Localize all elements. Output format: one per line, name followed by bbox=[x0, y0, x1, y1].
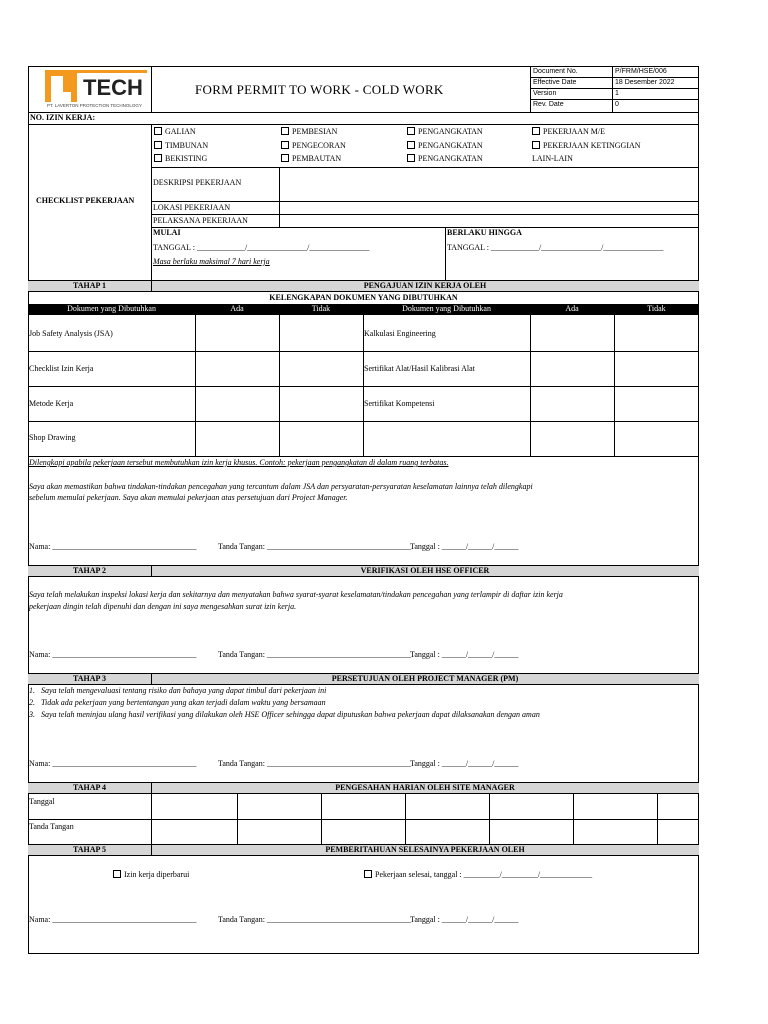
berlaku-hingga-date-field[interactable]: TANGGAL : ____________/_______________/_______________ bbox=[447, 243, 664, 252]
col-header-tidak: Tidak bbox=[311, 304, 331, 313]
masa-berlaku-note: Masa berlaku maksimal 7 hari kerja bbox=[153, 257, 270, 266]
checkbox-pembesian[interactable]: PEMBESIAN bbox=[281, 127, 337, 137]
tahap1-note: Dilengkapi apabila pekerjaan tersebut membutuhkan izin kerja khusus. Contoh: pekerjaan pengangkatan di dalam ruang terbatas. bbox=[29, 458, 449, 467]
tahap2-statement: pekerjaan dingin telah dipenuhi dan dengan ini saya mengesahkan surat izin kerja. bbox=[29, 602, 297, 611]
mulai-label: MULAI bbox=[153, 228, 181, 237]
tahap3-title: PERSETUJUAN OLEH PROJECT MANAGER (PM) bbox=[331, 674, 519, 683]
doc-info-value: P/FRM/HSE/006 bbox=[615, 68, 667, 75]
tahap3-tanggal-field[interactable]: Tanggal : ______/______/______ bbox=[410, 759, 519, 768]
checkbox-pekerjaan-selesai[interactable]: Pekerjaan selesai, tanggal : _________/_________/_____________ bbox=[364, 870, 592, 880]
field-label-lokasi: LOKASI PEKERJAAN bbox=[153, 203, 231, 212]
tahap2-statement: Saya telah melakukan inspeksi lokasi kerja dan sekitarnya dan menyatakan bahwa syarat-syarat keselamatan/tindakan pencegahan yang terlampir di daftar izin kerja bbox=[29, 590, 563, 599]
tahap2-tanggal-field[interactable]: Tanggal : ______/______/______ bbox=[410, 650, 519, 659]
checkbox-pekerjaan-ketinggian[interactable]: PEKERJAAN KETINGGIAN bbox=[532, 141, 641, 151]
tahap1-subtitle: KELENGKAPAN DOKUMEN YANG DIBUTUHKAN bbox=[269, 293, 458, 302]
doc-row-label: Checklist Izin Kerja bbox=[29, 364, 94, 373]
doc-info-value: 18 Desember 2022 bbox=[615, 79, 675, 86]
tahap3-label: TAHAP 3 bbox=[73, 674, 106, 683]
col-header-dokumen-2: Dokumen yang Dibutuhkan bbox=[402, 304, 491, 313]
col-header-ada: Ada bbox=[230, 304, 244, 313]
doc-row-label: Sertifikat Alat/Hasil Kalibrasi Alat bbox=[364, 364, 475, 373]
doc-info-label: Version bbox=[533, 90, 557, 97]
tahap2-label: TAHAP 2 bbox=[73, 566, 106, 575]
checkbox-galian[interactable]: GALIAN bbox=[154, 127, 196, 137]
tahap2-title: VERIFIKASI OLEH HSE OFFICER bbox=[360, 566, 490, 575]
tahap5-nama-field[interactable]: Nama: ____________________________________ bbox=[29, 915, 197, 924]
checkbox-pembautan[interactable]: PEMBAUTAN bbox=[281, 154, 341, 164]
permit-number-field[interactable] bbox=[150, 113, 698, 123]
doc-row-label: Kalkulasi Engineering bbox=[364, 329, 436, 338]
doc-row-label: Job Safety Analysis (JSA) bbox=[29, 329, 113, 338]
checkbox-timbunan[interactable]: TIMBUNAN bbox=[154, 141, 208, 151]
tahap2-tanda-field[interactable]: Tanda Tangan: ____________________________________ bbox=[218, 650, 411, 659]
field-label-deskripsi: DESKRIPSI PEKERJAAN bbox=[153, 178, 242, 187]
doc-info-label: Rev. Date bbox=[533, 101, 564, 108]
checkbox-pengangkatan-3[interactable]: PENGANGKATAN bbox=[407, 154, 483, 164]
tahap4-label: TAHAP 4 bbox=[73, 783, 106, 792]
deskripsi-input[interactable] bbox=[281, 169, 697, 200]
doc-info-label: Document No. bbox=[533, 68, 578, 75]
tahap2-nama-field[interactable]: Nama: ____________________________________ bbox=[29, 650, 197, 659]
pelaksana-input[interactable] bbox=[281, 215, 697, 226]
col-header-dokumen: Dokumen yang Dibutuhkan bbox=[67, 304, 156, 313]
company-logo bbox=[43, 68, 149, 112]
checkbox-pekerjaan-me[interactable]: PEKERJAAN M/E bbox=[532, 127, 605, 137]
list-item: 1. Saya telah mengevaluasi tentang risiko dan bahaya yang dapat timbul dari pekerjaan ini bbox=[29, 686, 327, 695]
checkbox-izin-diperbarui[interactable]: Izin kerja diperbarui bbox=[113, 870, 189, 880]
doc-row-label: Shop Drawing bbox=[29, 433, 76, 442]
tahap1-statement: sebelum memulai pekerjaan. Saya akan memulai pekerjaan atas persetujuan dari Project Manager. bbox=[29, 493, 348, 502]
berlaku-hingga-label: BERLAKU HINGGA bbox=[447, 228, 522, 237]
option-lain-lain: LAIN-LAIN bbox=[532, 154, 573, 163]
doc-row-label: Metode Kerja bbox=[29, 399, 74, 408]
tahap4-row-label: Tanda Tangan bbox=[29, 822, 74, 831]
doc-row-label: Sertifikat Kompetensi bbox=[364, 399, 435, 408]
list-item: 2. Tidak ada pekerjaan yang bertentangan yang akan terjadi dalam waktu yang bersamaan bbox=[29, 698, 326, 707]
tahap5-tanda-field[interactable]: Tanda Tangan: ____________________________________ bbox=[218, 915, 411, 924]
lokasi-input[interactable] bbox=[281, 202, 697, 213]
doc-info-value: 1 bbox=[615, 90, 619, 97]
tahap1-statement: Saya akan memastikan bahwa tindakan-tindakan pencegahan yang tercantum dalam JSA dan persyaratan-persyaratan keselamatan lainnya telah dilengkapi bbox=[29, 482, 533, 491]
field-label-pelaksana: PELAKSANA PEKERJAAN bbox=[153, 216, 248, 225]
permit-number-label: NO. IZIN KERJA: bbox=[30, 113, 96, 122]
tahap5-label: TAHAP 5 bbox=[73, 845, 106, 854]
checkbox-pengecoran[interactable]: PENGECORAN bbox=[281, 141, 346, 151]
mulai-date-field[interactable]: TANGGAL : ____________/_______________/_______________ bbox=[153, 243, 370, 252]
logo-subtitle: PT. LAVERTON PROTECTION TECHNOLOGY bbox=[47, 103, 142, 108]
col-header-tidak-2: Tidak bbox=[647, 304, 666, 313]
checkbox-bekisting[interactable]: BEKISTING bbox=[154, 154, 207, 164]
form-title: FORM PERMIT TO WORK - COLD WORK bbox=[195, 82, 444, 97]
tahap3-nama-field[interactable]: Nama: ____________________________________ bbox=[29, 759, 197, 768]
checkbox-pengangkatan-2[interactable]: PENGANGKATAN bbox=[407, 141, 483, 151]
logo-text: TECH bbox=[83, 75, 143, 100]
checkbox-pengangkatan[interactable]: PENGANGKATAN bbox=[407, 127, 483, 137]
tahap4-title: PENGESAHAN HARIAN OLEH SITE MANAGER bbox=[335, 783, 515, 792]
tahap5-title: PEMBERITAHUAN SELESAINYA PEKERJAAN OLEH bbox=[325, 845, 525, 854]
tahap3-tanda-field[interactable]: Tanda Tangan: ____________________________________ bbox=[218, 759, 411, 768]
tahap4-row-label: Tanggal bbox=[29, 797, 55, 806]
tahap5-tanggal-field[interactable]: Tanggal : ______/______/______ bbox=[410, 915, 519, 924]
tahap1-tanda-field[interactable]: Tanda Tangan: ____________________________________ bbox=[218, 542, 411, 551]
list-item: 3. Saya telah meninjau ulang hasil verifikasi yang dilakukan oleh HSE Officer sehingga dapat diputuskan bahwa pekerjaan dapat dilaksanakan dengan aman bbox=[29, 710, 540, 719]
tahap1-nama-field[interactable]: Nama: ____________________________________ bbox=[29, 542, 197, 551]
doc-info-value: 0 bbox=[615, 101, 619, 108]
col-header-ada-2: Ada bbox=[565, 304, 579, 313]
tahap1-tanggal-field[interactable]: Tanggal : ______/______/______ bbox=[410, 542, 519, 551]
checklist-label: CHECKLIST PEKERJAAN bbox=[36, 196, 135, 205]
tahap1-label: TAHAP 1 bbox=[73, 281, 106, 290]
doc-info-label: Effective Date bbox=[533, 79, 577, 86]
tahap1-title: PENGAJUAN IZIN KERJA OLEH bbox=[363, 281, 487, 290]
